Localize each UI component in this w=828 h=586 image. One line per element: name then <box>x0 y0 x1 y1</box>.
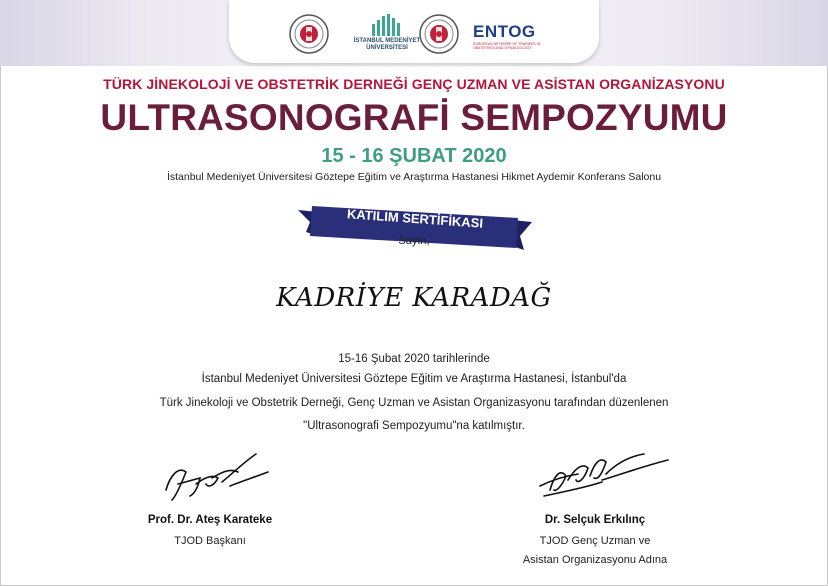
entog-logo-subtitle: EUROPEAN NETWORK OF TRAINEES IN OBSTETRICS AND GYNAECOLOGY <box>473 42 541 50</box>
signatory-right-name: Dr. Selçuk Erkılınç <box>544 514 646 526</box>
organization-heading: TÜRK JİNEKOLOJİ VE OBSTETRİK DERNEĞİ GENÇ UZMAN VE ASİSTAN ORGANİZASYONU <box>103 76 725 92</box>
tjod-seal-logo-2 <box>419 14 459 54</box>
istanbul-medeniyet-logo <box>369 14 405 36</box>
signatory-left-name: Prof. Dr. Ateş Karateke <box>147 514 273 526</box>
signature-right <box>532 446 672 506</box>
signatory-left-role: TJOD Başkanı <box>174 535 246 547</box>
body-line-2: İstanbul Medeniyet Üniversitesi Göztepe Eğitim ve Araştırma Hastanesi, İstanbul'da <box>201 373 627 385</box>
recipient-name: KADRİYE KARADAĞ <box>276 283 552 313</box>
signature-left <box>160 448 272 503</box>
event-venue: İstanbul Medeniyet Üniversitesi Göztepe Eğitim ve Araştırma Hastanesi Hikmet Aydemir Konferans Salonu <box>166 171 662 183</box>
body-line-4: "Ultrasonografi Sempozyumu"na katılmıştır. <box>303 420 525 432</box>
istanbul-logo-line1: İSTANBUL MEDENİYET <box>353 38 421 44</box>
certificate-banner: KATILIM SERTİFİKASI <box>346 206 484 231</box>
tjod-seal-logo <box>289 14 329 54</box>
logo-bar <box>229 0 599 63</box>
istanbul-logo-line2: ÜNİVERSİTESİ <box>366 45 408 51</box>
body-line-3: Türk Jinekoloji ve Obstetrik Derneği, Genç Uzman ve Asistan Organizasyonu tarafından düzenlenen <box>159 397 669 409</box>
salutation: Sayın, <box>398 235 430 247</box>
signatory-right-role-line1: TJOD Genç Uzman ve <box>539 535 651 547</box>
signatory-right-role-line2: Asistan Organizasyonu Adına <box>522 554 668 566</box>
event-date: 15 - 16 ŞUBAT 2020 <box>321 145 507 167</box>
body-line-1: 15-16 Şubat 2020 tarihlerinde <box>338 353 490 365</box>
entog-logo: ENTOG <box>473 22 536 41</box>
certificate-title: ULTRASONOGRAFİ SEMPOZYUMU <box>100 97 728 138</box>
